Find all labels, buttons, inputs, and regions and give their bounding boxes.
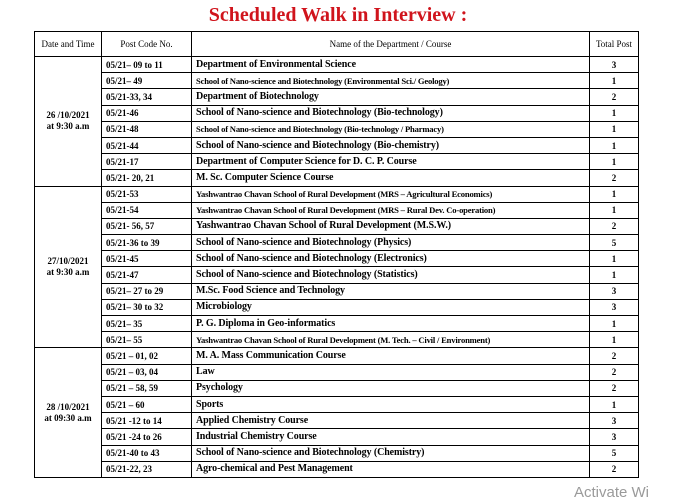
post-code-cell: 05/21-22, 23 — [102, 461, 192, 477]
table-row — [35, 348, 639, 364]
post-code-cell: 05/21– 09 to 11 — [102, 57, 192, 73]
department-cell: M. Sc. Computer Science Course — [192, 170, 590, 186]
post-code-cell: 05/21-48 — [102, 121, 192, 137]
total-post-cell: 2 — [590, 380, 639, 396]
column-header-date: Date and Time — [35, 32, 102, 57]
total-post-cell: 1 — [590, 105, 639, 121]
table-row — [35, 137, 639, 153]
table-row — [35, 57, 639, 73]
interview-date: 26 /10/2021 — [46, 110, 90, 121]
department-cell: Yashwantrao Chavan School of Rural Development (MRS – Rural Dev. Co-operation) — [192, 202, 590, 218]
table-row — [35, 413, 639, 429]
department-cell: School of Nano-science and Biotechnology (Bio-technology / Pharmacy) — [192, 121, 590, 137]
total-post-cell: 5 — [590, 235, 639, 251]
post-code-cell: 05/21– 35 — [102, 316, 192, 332]
department-cell: M.Sc. Food Science and Technology — [192, 283, 590, 299]
total-post-cell: 1 — [590, 121, 639, 137]
department-cell: Applied Chemistry Course — [192, 413, 590, 429]
table-row — [35, 170, 639, 186]
department-cell: School of Nano-science and Biotechnology (Statistics) — [192, 267, 590, 283]
interview-date: 27/10/2021 — [47, 255, 89, 266]
table-row — [35, 316, 639, 332]
department-cell: Microbiology — [192, 299, 590, 315]
department-cell: School of Nano-science and Biotechnology (Electronics) — [192, 251, 590, 267]
total-post-cell: 1 — [590, 332, 639, 348]
post-code-cell: 05/21– 30 to 32 — [102, 299, 192, 315]
column-header-total-post: Total Post — [590, 32, 639, 57]
department-cell: Department of Computer Science for D. C. P. Course — [192, 154, 590, 170]
total-post-cell: 1 — [590, 316, 639, 332]
total-post-cell: 5 — [590, 445, 639, 461]
total-post-cell: 1 — [590, 202, 639, 218]
table-row — [35, 429, 639, 445]
total-post-cell: 3 — [590, 299, 639, 315]
column-header-department: Name of the Department / Course — [192, 32, 590, 57]
post-code-cell: 05/21-46 — [102, 105, 192, 121]
department-cell: Sports — [192, 396, 590, 412]
table-row — [35, 89, 639, 105]
post-code-cell: 05/21 – 03, 04 — [102, 364, 192, 380]
date-time-cell — [35, 186, 102, 348]
column-header-post-code: Post Code No. — [102, 32, 192, 57]
post-code-cell: 05/21– 27 to 29 — [102, 283, 192, 299]
department-cell: Department of Environmental Science — [192, 57, 590, 73]
interview-schedule-table — [34, 31, 639, 478]
interview-date: 28 /10/2021 — [46, 401, 90, 412]
department-cell: School of Nano-science and Biotechnology (Bio-chemistry) — [192, 137, 590, 153]
department-cell: School of Nano-science and Biotechnology (Physics) — [192, 235, 590, 251]
interview-time: at 09:30 a.m — [44, 412, 92, 423]
total-post-cell: 1 — [590, 137, 639, 153]
table-row — [35, 364, 639, 380]
post-code-cell: 05/21-47 — [102, 267, 192, 283]
total-post-cell: 3 — [590, 57, 639, 73]
post-code-cell: 05/21-54 — [102, 202, 192, 218]
table-row — [35, 396, 639, 412]
total-post-cell: 2 — [590, 218, 639, 234]
table-row — [35, 332, 639, 348]
post-code-cell: 05/21-40 to 43 — [102, 445, 192, 461]
department-cell: Yashwantrao Chavan School of Rural Development (M. Tech. – Civil / Environment) — [192, 332, 590, 348]
table-row — [35, 186, 639, 202]
table-row — [35, 445, 639, 461]
department-cell: Psychology — [192, 380, 590, 396]
table-row — [35, 235, 639, 251]
department-cell: Law — [192, 364, 590, 380]
post-code-cell: 05/21-33, 34 — [102, 89, 192, 105]
total-post-cell: 1 — [590, 251, 639, 267]
department-cell: School of Nano-science and Biotechnology (Environmental Sci./ Geology) — [192, 73, 590, 89]
table-row — [35, 283, 639, 299]
total-post-cell: 2 — [590, 348, 639, 364]
total-post-cell: 3 — [590, 413, 639, 429]
post-code-cell: 05/21-36 to 39 — [102, 235, 192, 251]
department-cell: Industrial Chemistry Course — [192, 429, 590, 445]
post-code-cell: 05/21 – 60 — [102, 396, 192, 412]
total-post-cell: 3 — [590, 283, 639, 299]
table-row — [35, 121, 639, 137]
table-body — [35, 57, 639, 478]
activate-windows-watermark: Activate Wi — [574, 484, 650, 501]
post-code-cell: 05/21-45 — [102, 251, 192, 267]
table-row — [35, 380, 639, 396]
total-post-cell: 1 — [590, 154, 639, 170]
department-cell: Department of Biotechnology — [192, 89, 590, 105]
page-title: Scheduled Walk in Interview : — [208, 4, 468, 26]
post-code-cell: 05/21 – 58, 59 — [102, 380, 192, 396]
department-cell: Yashwantrao Chavan School of Rural Development (M.S.W.) — [192, 218, 590, 234]
table-row — [35, 251, 639, 267]
post-code-cell: 05/21- 56, 57 — [102, 218, 192, 234]
post-code-cell: 05/21 – 01, 02 — [102, 348, 192, 364]
post-code-cell: 05/21 -24 to 26 — [102, 429, 192, 445]
table-row — [35, 73, 639, 89]
table-row — [35, 461, 639, 477]
table-row — [35, 202, 639, 218]
interview-time: at 9:30 a.m — [46, 266, 90, 277]
table-header-row — [35, 32, 639, 57]
total-post-cell: 1 — [590, 186, 639, 202]
total-post-cell: 3 — [590, 429, 639, 445]
total-post-cell: 2 — [590, 461, 639, 477]
post-code-cell: 05/21-53 — [102, 186, 192, 202]
table-row — [35, 299, 639, 315]
total-post-cell: 1 — [590, 396, 639, 412]
post-code-cell: 05/21– 49 — [102, 73, 192, 89]
department-cell: P. G. Diploma in Geo-informatics — [192, 316, 590, 332]
post-code-cell: 05/21 -12 to 14 — [102, 413, 192, 429]
post-code-cell: 05/21-17 — [102, 154, 192, 170]
total-post-cell: 1 — [590, 267, 639, 283]
department-cell: M. A. Mass Communication Course — [192, 348, 590, 364]
department-cell: Yashwantrao Chavan School of Rural Development (MRS – Agricultural Economics) — [192, 186, 590, 202]
interview-time: at 9:30 a.m — [46, 121, 90, 132]
total-post-cell: 2 — [590, 364, 639, 380]
post-code-cell: 05/21- 20, 21 — [102, 170, 192, 186]
table-row — [35, 154, 639, 170]
post-code-cell: 05/21– 55 — [102, 332, 192, 348]
table-row — [35, 105, 639, 121]
total-post-cell: 1 — [590, 73, 639, 89]
date-time-cell — [35, 348, 102, 478]
table-row — [35, 267, 639, 283]
post-code-cell: 05/21-44 — [102, 137, 192, 153]
department-cell: Agro-chemical and Pest Management — [192, 461, 590, 477]
department-cell: School of Nano-science and Biotechnology (Bio-technology) — [192, 105, 590, 121]
date-time-cell — [35, 57, 102, 187]
total-post-cell: 2 — [590, 170, 639, 186]
department-cell: School of Nano-science and Biotechnology (Chemistry) — [192, 445, 590, 461]
table-row — [35, 218, 639, 234]
total-post-cell: 2 — [590, 89, 639, 105]
